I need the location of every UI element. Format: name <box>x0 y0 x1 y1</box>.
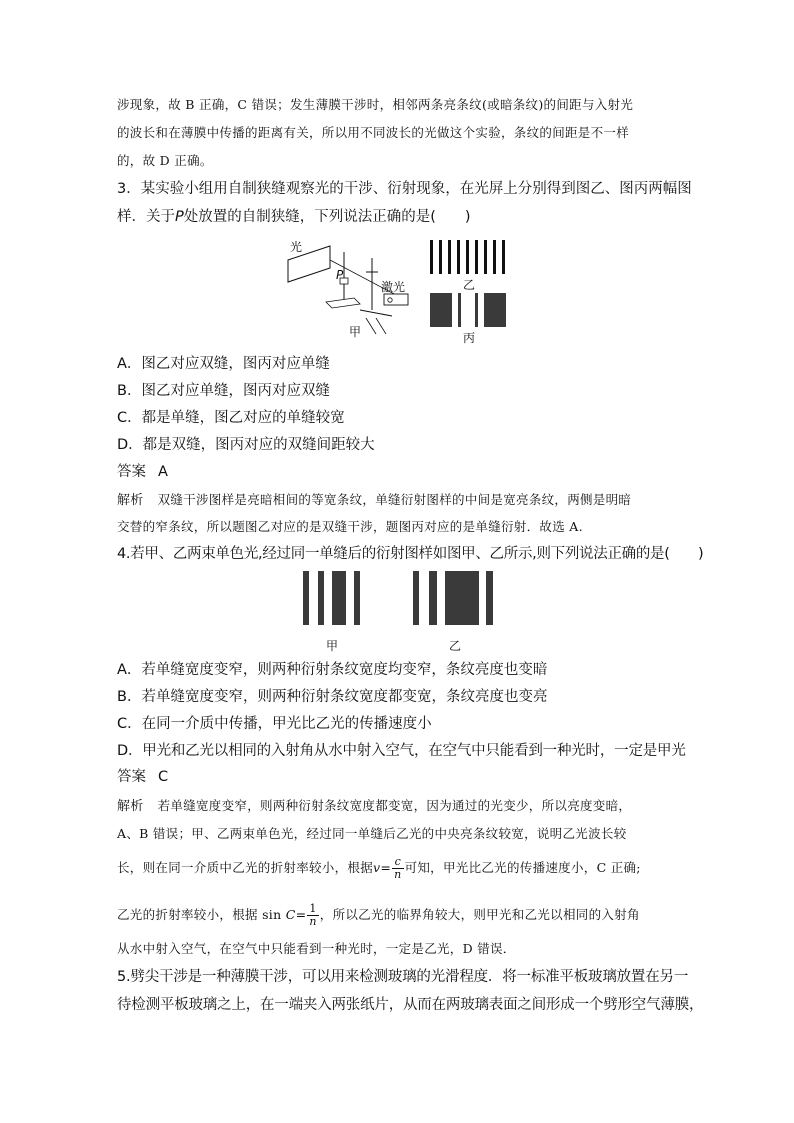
q4-analysis-line-5: 从水中射入空气，在空气中只能看到一种光时，一定是乙光，D 错误． <box>117 941 516 956</box>
q4-option-d: D．甲光和乙光以相同的入射角从水中射入空气，在空气中只能看到一种光时，一定是甲光 <box>117 743 686 759</box>
q4-stem: 4.若甲、乙两束单色光,经过同一单缝后的衍射图样如图甲、乙所示,则下列说法正确的是( ) <box>117 546 704 562</box>
q4-pattern-yi <box>413 571 493 625</box>
q3-analysis-line-2: 交替的窄条纹，所以题图乙对应的是双缝干涉，题图丙对应的是单缝衍射．故选 A. <box>117 519 583 534</box>
q3-stem-line-1: 3．某实验小组用自制狭缝观察光的干涉、衍射现象，在光屏上分别得到图乙、图丙两幅图 <box>117 181 692 197</box>
q4-analysis-line-4: 乙光的折射率较小，根据 sin C= $\frac{1}{n}$ ，所以乙光的临界角较大，则甲光和乙光以相同的入射角 <box>117 902 640 928</box>
q5-stem-line-2: 待检测平板玻璃之上，在一端夹入两张纸片，从而在两玻璃表面之间形成一个劈形空气薄膜， <box>117 997 704 1013</box>
q4-answer: 答案 C <box>117 769 169 785</box>
intro-line-1: 涉现象，故 B 正确，C 错误；发生薄膜干涉时，相邻两条亮条纹(或暗条纹)的间距与入射光 <box>117 97 634 112</box>
q4-analysis-line-1: 解析 若单缝宽度变窄，则两种衍射条纹宽度都变宽，因为通过的光变少，所以亮度变暗， <box>117 798 632 814</box>
q4-fraction-1-over-n: $\frac{1}{n}$ <box>309 902 317 928</box>
intro-line-3: 的，故 D 正确。 <box>117 153 213 168</box>
q4-option-b: B．若单缝宽度变窄，则两种衍射条纹宽度都变宽，条纹亮度也变亮 <box>117 689 548 705</box>
q3-fig-label-jia: 甲 <box>349 325 362 339</box>
q3-pattern-yi <box>428 240 508 274</box>
q3-answer: 答案 A <box>117 464 168 480</box>
q3-fig-label-p: P <box>336 268 344 282</box>
q3-option-c: C．都是单缝，图乙对应的单缝较宽 <box>117 410 345 426</box>
q3-fig-label-jiguang: 激光 <box>381 280 406 294</box>
q3-option-d: D．都是双缝，图丙对应的双缝间距较大 <box>117 437 375 453</box>
q4-fig-label-yi: 乙 <box>449 639 462 653</box>
q3-option-b: B．图乙对应单缝，图丙对应双缝 <box>117 383 330 399</box>
q5-stem-line-1: 5.劈尖干涉是一种薄膜干涉，可以用来检测玻璃的光滑程度．将一标准平板玻璃放置在另一 <box>117 969 689 985</box>
q3-fig-label-bing: 丙 <box>463 331 476 345</box>
q4-fig-label-jia: 甲 <box>326 639 339 653</box>
q4-pattern-jia <box>303 571 361 625</box>
q4-option-a: A．若单缝宽度变窄，则两种衍射条纹宽度均变窄，条纹亮度也变暗 <box>117 662 548 678</box>
q4-option-c: C．在同一介质中传播，甲光比乙光的传播速度小 <box>117 716 432 732</box>
q4-fraction-c-over-n: $\frac{c}{n}$ <box>394 855 402 881</box>
q3-option-a: A．图乙对应双缝，图丙对应单缝 <box>117 356 330 372</box>
q3-pattern-bing <box>428 293 508 327</box>
q3-analysis-line-1: 解析 双缝干涉图样是亮暗相间的等宽条纹，单缝衍射图样的中间是宽亮条纹，两侧是明暗 <box>117 492 632 508</box>
intro-line-2: 的波长和在薄膜中传播的距离有关，所以用不同波长的光做这个实验，条纹的间距是不一样 <box>117 125 630 140</box>
q4-analysis-line-2: A、B 错误；甲、乙两束单色光，经过同一单缝后乙光的中央亮条纹较宽，说明乙光波长较 <box>117 826 627 841</box>
q3-stem-line-2: 样．关于P处放置的自制狭缝，下列说法正确的是( ) <box>117 209 471 225</box>
q3-fig-label-guang: 光 <box>290 240 303 254</box>
q4-analysis-line-3: 长，则在同一介质中乙光的折射率较小，根据v= $\frac{c}{n}$ 可知，甲光比乙光的传播速度小，C 正确; <box>117 855 641 881</box>
q3-fig-label-yi: 乙 <box>463 278 476 292</box>
